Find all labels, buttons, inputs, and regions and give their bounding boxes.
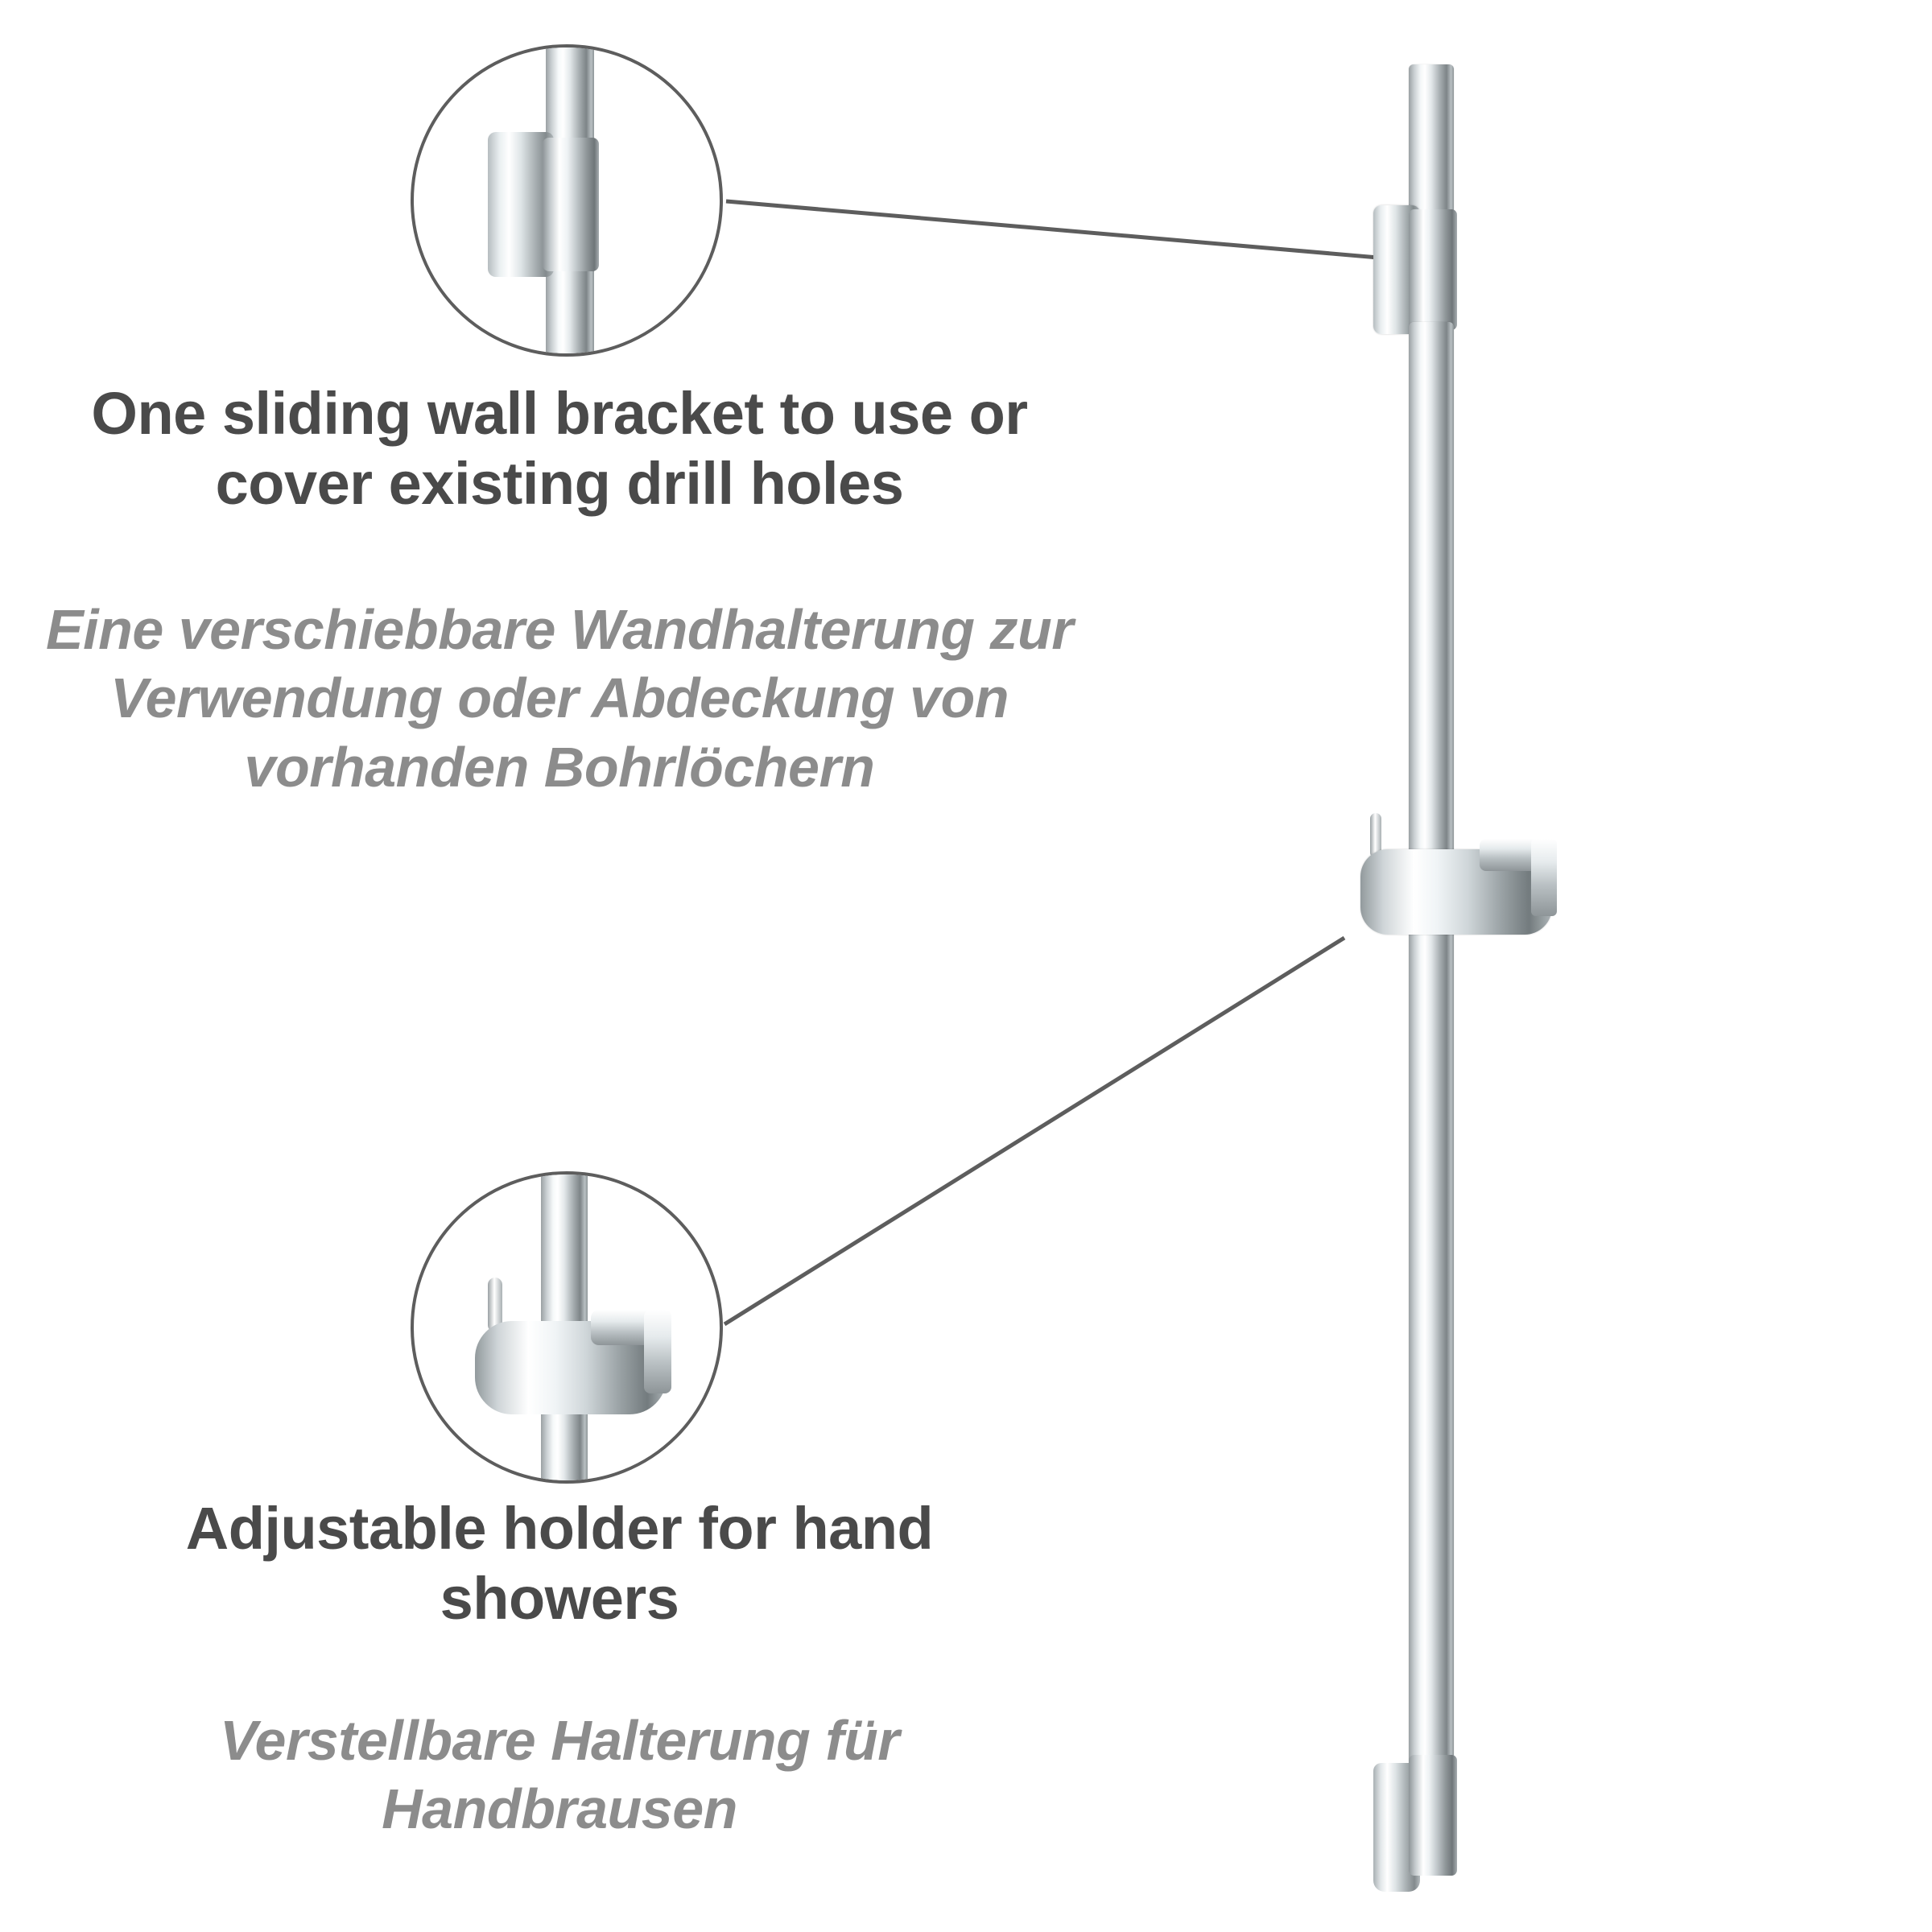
callout-wall-bracket xyxy=(411,44,723,357)
wall-bracket-barrel xyxy=(1409,209,1457,330)
leader-line-bottom xyxy=(724,938,1344,1324)
feature-headline-adjustable-holder: Adjustable holder for hand showers xyxy=(185,1495,934,1633)
slide-bar-upper xyxy=(1409,64,1454,217)
callout-holder-cradle-lip xyxy=(644,1310,671,1393)
slide-bar-main xyxy=(1409,322,1454,1803)
hand-shower-holder-cradle-lip xyxy=(1531,839,1557,916)
slide-bar-foot-barrel xyxy=(1409,1755,1457,1876)
feature-subline-sliding-wall-bracket: Eine verschiebbare Wandhalterung zur Verwendung oder Abdeckung von vorhanden Bohrlöchern xyxy=(45,598,1074,799)
feature-headline-sliding-wall-bracket: One sliding wall bracket to use or cover existing drill holes xyxy=(91,380,1028,518)
shower-bar-illustration xyxy=(1320,64,1658,1892)
feature-subline-adjustable-holder: Verstellbare Halterung für Handbrausen xyxy=(219,1709,900,1841)
callout-hand-shower-holder xyxy=(411,1171,723,1484)
callout-bracket-barrel xyxy=(543,138,599,271)
